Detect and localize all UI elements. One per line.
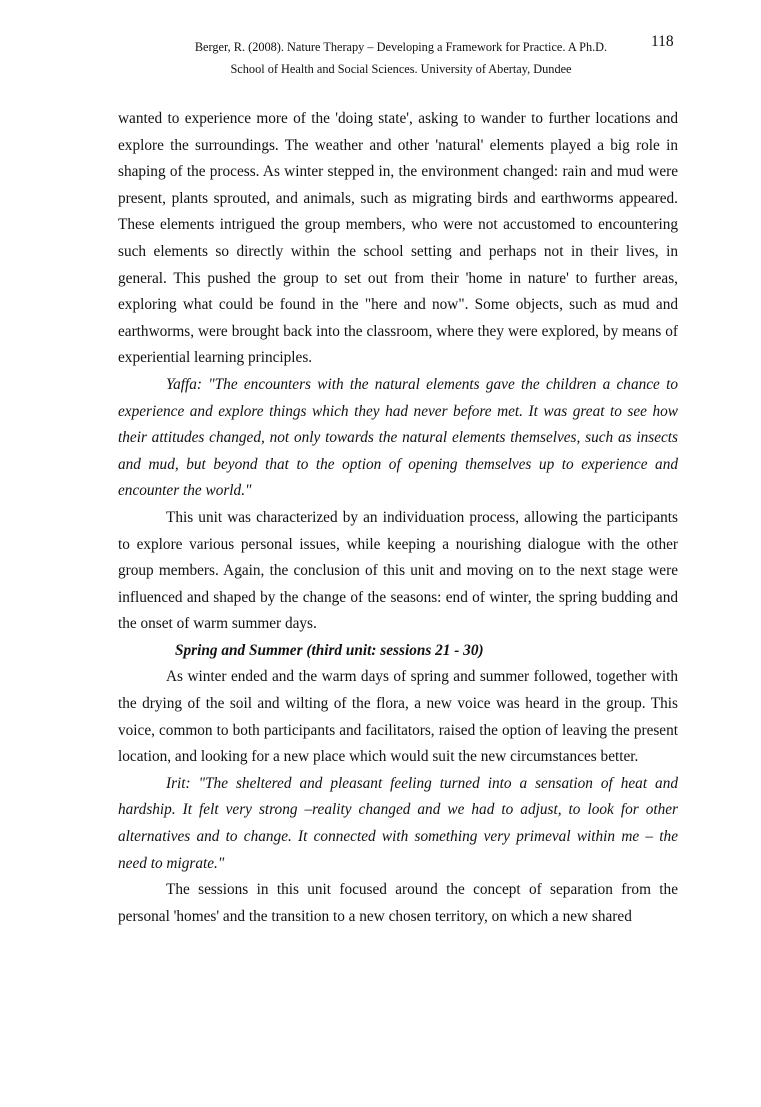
header-citation-line1: Berger, R. (2008). Nature Therapy – Developing a Framework for Practice. A Ph.D. [194,40,608,54]
quote-speaker: Yaffa: [166,375,202,393]
quote-paragraph [118,771,678,877]
quote-speaker: Irit: [166,774,191,792]
quote-text: "The encounters with the natural elements gave the children a chance to experience and explore things which they had never before met. It was great to see how their attitudes changed, not only towards the natural elements themselves, such as insects and mud, but beyond that to the option of opening themselves up to experience and encounter the world." [118,375,678,500]
section-heading: Spring and Summer (third unit: sessions 21 - 30) [175,641,484,659]
running-header [118,36,684,80]
paragraph: wanted to experience more of the 'doing state', asking to wander to further locations and explore the surroundings. The weather and other 'natural' elements played a big role in shaping of the process. As winter stepped in, the environment changed: rain and mud were present, plants sprouted, and animals, such as migrating birds and earthworms appeared. These elements intrigued the group members, who were not accustomed to encountering such elements so directly within the school setting and perhaps not in their lives, in general. This pushed the group to set out from their 'home in nature' to further areas, exploring what could be found in the "here and now". Some objects, such as mud and earthworms, were brought back into the classroom, where they were explored, by means of experiential learning principles. [118,110,678,367]
paragraph: As winter ended and the warm days of spring and summer followed, together with the drying of the soil and wilting of the flora, a new voice was heard in the group. This voice, common to both participants and facilitators, raised the option of leaving the present location, and looking for a new place which would suit the new circumstances better. [118,668,678,766]
quote-text: "The sheltered and pleasant feeling turned into a sensation of heat and hardship. It felt very strong –reality changed and we had to adjust, to look for other alternatives and to change. It connected with something very primeval within me – the need to migrate." [118,774,678,872]
paragraph: The sessions in this unit focused around the concept of separation from the personal 'homes' and the transition to a new chosen territory, on which a new shared [118,881,678,925]
page-number: 118 [651,33,674,50]
header-citation-line2: School of Health and Social Sciences. University of Abertay, Dundee [230,62,572,76]
body-text [118,106,678,930]
paragraph: This unit was characterized by an individuation process, allowing the participants to explore various personal issues, while keeping a nourishing dialogue with the other group members. Again, the conclusion of this unit and moving on to the next stage were influenced and shaped by the change of the seasons: end of winter, the spring budding and the onset of warm summer days. [118,508,678,633]
quote-paragraph [118,372,678,505]
